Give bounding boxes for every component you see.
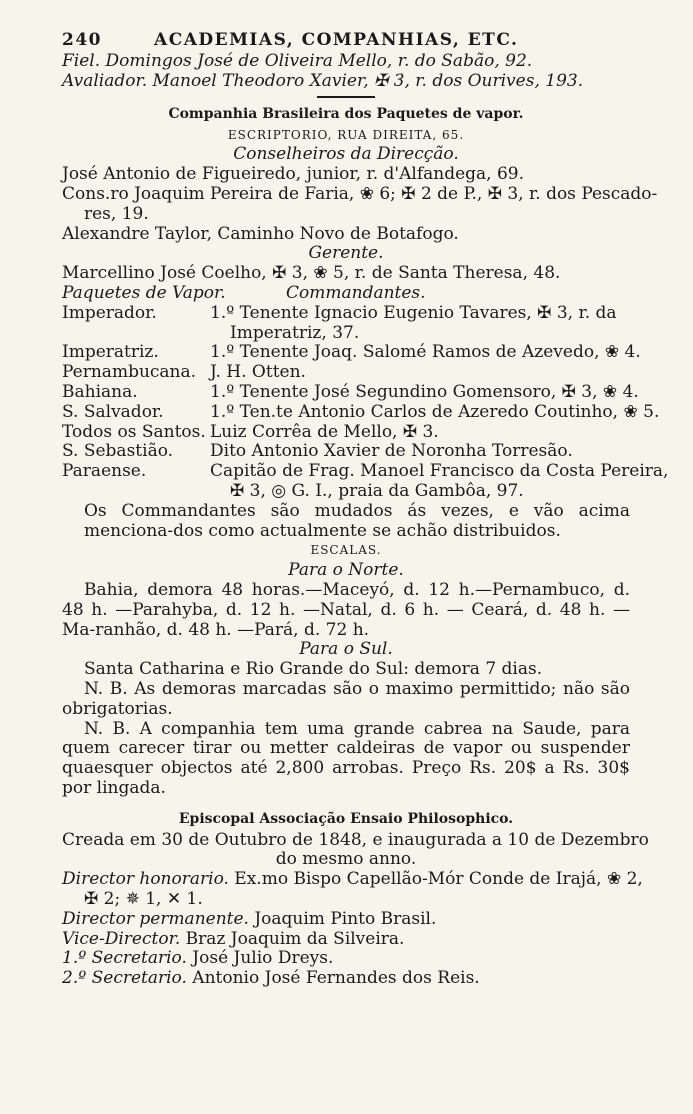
ship-commander: Capitão de Frag. Manoel Francisco da Costa Pereira, <box>210 461 669 482</box>
officer-role: Director honorario. <box>62 869 229 890</box>
council-member-cont: res, 19. <box>84 203 149 224</box>
col-header-ships: Paquetes de Vapor. <box>62 282 226 303</box>
running-title: ACADEMIAS, COMPANHIAS, ETC. <box>154 30 519 50</box>
officer-entry-cont <box>62 890 630 910</box>
ship-commander-cont: ✠ 3, ◎ G. I., praia da Gambôa, 97. <box>230 480 524 501</box>
ship-name: Todos os Santos. <box>62 421 206 442</box>
officer-entry <box>62 930 630 950</box>
ship-name: S. Salvador. <box>62 401 164 422</box>
officer-name: José Julio Dreys. <box>186 948 334 969</box>
council-member: Cons.ro Joaquim Pereira de Faria, ❀ 6; ✠ 2 de P., ✠ 3, r. dos Pescado- <box>62 183 658 204</box>
ship-name: Bahiana. <box>62 381 138 402</box>
south-route: Santa Catharina e Rio Grande do Sul: demora 7 dias. <box>84 659 543 680</box>
ship-commander: 1.º Ten.te Antonio Carlos de Azeredo Coutinho, ❀ 5. <box>210 401 660 422</box>
north-heading: Para o Norte. <box>288 560 404 581</box>
note-nb-2: N. B. A companhia tem uma grande cabrea na Saude, para quem carecer tirar ou metter caldeiras de vapor ou suspender quaesquer objectos até 2,800 arrobas. Preço Rs. 20$ a Rs. 30$ por lingada. <box>62 718 630 798</box>
ship-commander: Luiz Corrêa de Mello, ✠ 3. <box>210 421 439 442</box>
south-heading: Para o Sul. <box>299 639 393 660</box>
page-header <box>62 30 630 50</box>
officer-name: Antonio José Fernandes dos Reis. <box>186 968 480 989</box>
north-route: Bahia, demora 48 horas.—Maceyó, d. 12 h.—Pernambuco, d. 48 h. —Parahyba, d. 12 h. —Natal, d. 6 h. — Ceará, d. 48 h. —Ma-ranhão, d. 48 h. —Pará, d. 72 h. <box>62 579 630 640</box>
officer-role: 1.º Secretario. <box>62 948 187 969</box>
office-address: ESCRIPTORIO, RUA DIREITA, 65. <box>227 127 465 142</box>
officer-entry <box>62 969 630 989</box>
ship-commander-cont: Imperatriz, 37. <box>230 322 360 343</box>
ship-commander: Dito Antonio Xavier de Noronha Torresão. <box>210 441 573 462</box>
ship-commander: 1.º Tenente Ignacio Eugenio Tavares, ✠ 3, r. da <box>210 302 617 323</box>
ship-commander: 1.º Tenente José Segundino Gomensoro, ✠ 3, ❀ 4. <box>210 381 639 402</box>
page-number: 240 <box>62 30 102 50</box>
document-page <box>62 30 669 989</box>
entry-fiel: Fiel. Domingos José de Oliveira Mello, r. do Sabão, 92. <box>62 51 533 71</box>
officer-entry <box>62 949 630 969</box>
officer-role: Vice-Director. <box>62 928 181 949</box>
ship-commander: 1.º Tenente Joaq. Salomé Ramos de Azevedo, ❀ 4. <box>210 342 641 363</box>
council-member: José Antonio de Figueiredo, junior, r. d'Alfandega, 69. <box>62 164 524 185</box>
officer-entry <box>62 869 643 890</box>
ship-name: Imperador. <box>62 302 157 323</box>
ship-commander: J. H. Otten. <box>210 362 306 383</box>
founded-line: Creada em 30 de Outubro de 1848, e inaugurada a 10 de Dezembro <box>62 829 649 850</box>
officer-entry <box>62 910 630 930</box>
officer-decorations: ✠ 2; ✵ 1, ✕ 1. <box>84 889 203 910</box>
ships-table <box>62 282 669 502</box>
manager-heading: Gerente. <box>308 243 384 264</box>
officer-role: 2.º Secretario. <box>62 968 187 989</box>
officer-name: Ex.mo Bispo Capellão-Mór Conde de Irajá, ❀ 2, <box>228 869 643 890</box>
council-member: Alexandre Taylor, Caminho Novo de Botafogo. <box>62 223 459 244</box>
founded-line-cont: do mesmo anno. <box>275 849 417 870</box>
section-divider <box>317 96 375 98</box>
officer-name: Joaquim Pinto Brasil. <box>248 908 437 929</box>
section-title-paquetes: Companhia Brasileira dos Paquetes de vapor. <box>168 105 524 122</box>
council-heading: Conselheiros da Direcção. <box>233 144 459 165</box>
section-title-associacao: Episcopal Associação Ensaio Philosophico. <box>178 810 514 827</box>
note-nb-1: N. B. As demoras marcadas são o maximo permittido; não são obrigatorias. <box>62 678 630 719</box>
manager-entry: Marcellino José Coelho, ✠ 3, ❀ 5, r. de Santa Theresa, 48. <box>62 263 561 284</box>
commanders-note: Os Commandantes são mudados ás vezes, e vão acima menciona-dos como actualmente se achão distribuidos. <box>84 500 630 541</box>
officer-role: Director permanente. <box>62 908 249 929</box>
ship-name: S. Sebastião. <box>62 441 174 462</box>
entry-avaliador: Avaliador. Manoel Theodoro Xavier, ✠ 3, r. dos Ourives, 193. <box>62 70 584 91</box>
ship-name: Pernambucana. <box>62 362 197 383</box>
ship-name: Paraense. <box>62 461 147 482</box>
officer-name: Braz Joaquim da Silveira. <box>180 928 405 949</box>
ship-name: Imperatriz. <box>62 342 159 363</box>
col-header-commanders: Commandantes. <box>286 282 426 303</box>
scales-heading: ESCALAS. <box>310 543 382 558</box>
